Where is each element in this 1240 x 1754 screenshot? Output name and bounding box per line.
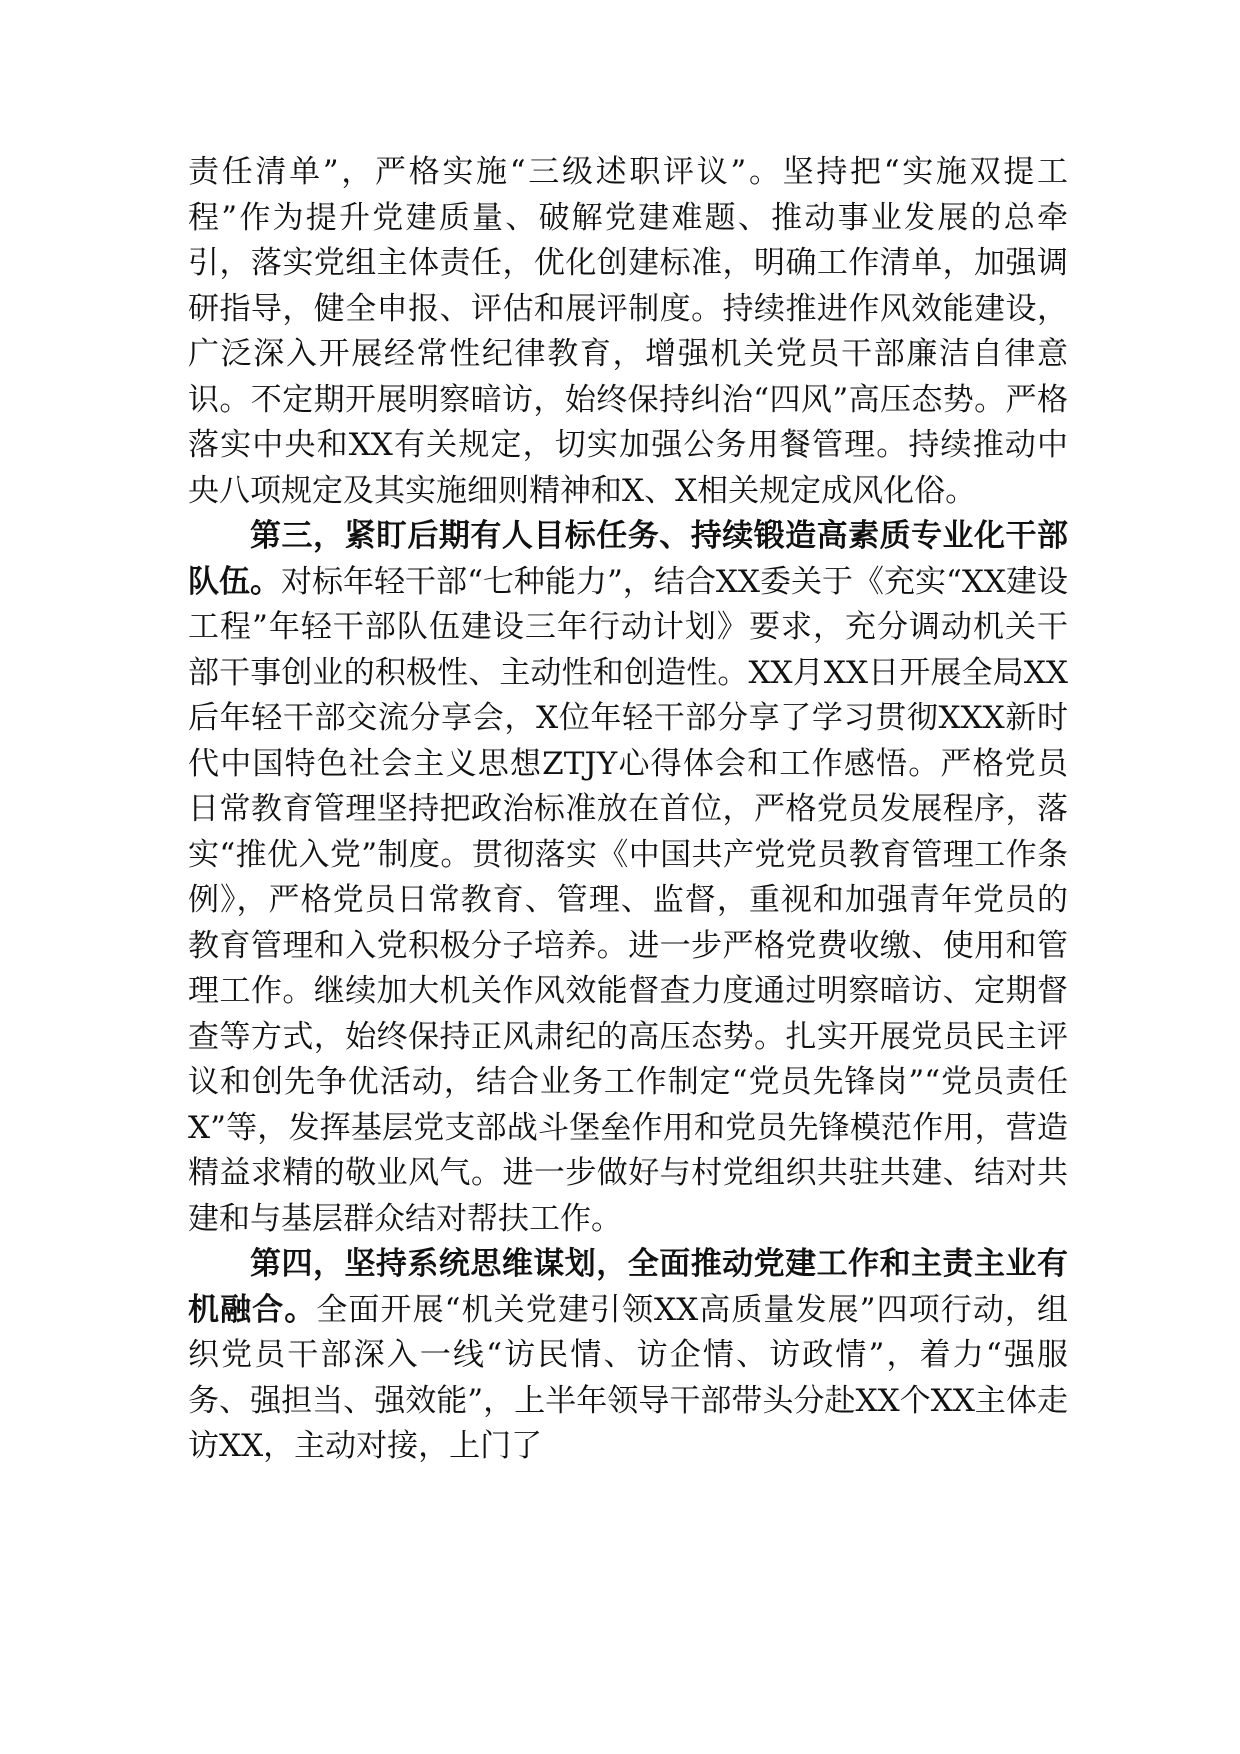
paragraph-continued xyxy=(188,150,1068,514)
document-body xyxy=(188,150,1068,1470)
paragraph-text: 对标年轻干部“七种能力”，结合XX委关于《充实“XX建设工程”年轻干部队伍建设三年行动计划》要求，充分调动机关干部干事创业的积极性、主动性和创造性。XX月XX日开展全局XX后年轻干部交流分享会，X位年轻干部分享了学习贯彻XXX新时代中国特色社会主义思想ZTJY心得体会和工作感悟。严格党员日常教育管理坚持把政治标准放在首位，严格党员发展程序，落实“推优入党”制度。贯彻落实《中国共产党党员教育管理工作条例》，严格党员日常教育、管理、监督，重视和加强青年党员的教育管理和入党积极分子培养。进一步严格党费收缴、使用和管理工作。继续加大机关作风效能督查力度通过明察暗访、定期督查等方式，始终保持正风肃纪的高压态势。扎实开展党员民主评议和创先争优活动，结合业务工作制定“党员先锋岗”“党员责任X”等，发挥基层党支部战斗堡垒作用和党员先锋模范作用，营造精益求精的敬业风气。进一步做好与村党组织共驻共建、结对共建和与基层群众结对帮扶工作。 xyxy=(188,563,1069,1237)
paragraph-lead-heading: 第三，紧盯后期有人目标任务、持续锻造高素质专业化干部队伍。 xyxy=(188,518,1068,600)
paragraph-fourth-point xyxy=(188,1242,1068,1470)
paragraph-text: 责任清单”，严格实施“三级述职评议”。坚持把“实施双提工程”作为提升党建质量、破解党建难题、推动事业发展的总牵引，落实党组主体责任，优化创建标准，明确工作清单，加强调研指导，健全申报、评估和展评制度。持续推进作风效能建设，广泛深入开展经常性纪律教育，增强机关党员干部廉洁自律意识。不定期开展明察暗访，始终保持纠治“四风”高压态势。严格落实中央和XX有关规定，切实加强公务用餐管理。持续推动中央八项规定及其实施细则精神和X、X相关规定成风化俗。 xyxy=(188,154,1068,509)
paragraph-third-point xyxy=(188,514,1068,1242)
paragraph-lead-heading: 第四，坚持系统思维谋划，全面推动党建工作和主责主业有机融合。 xyxy=(188,1246,1068,1328)
paragraph-text: 全面开展“机关党建引领XX高质量发展”四项行动，组织党员干部深入一线“访民情、访企情、访政情”，着力“强服务、强担当、强效能”，上半年领导干部带头分赴XX个XX主体走访XX，主动对接，上门了 xyxy=(188,1291,1068,1464)
